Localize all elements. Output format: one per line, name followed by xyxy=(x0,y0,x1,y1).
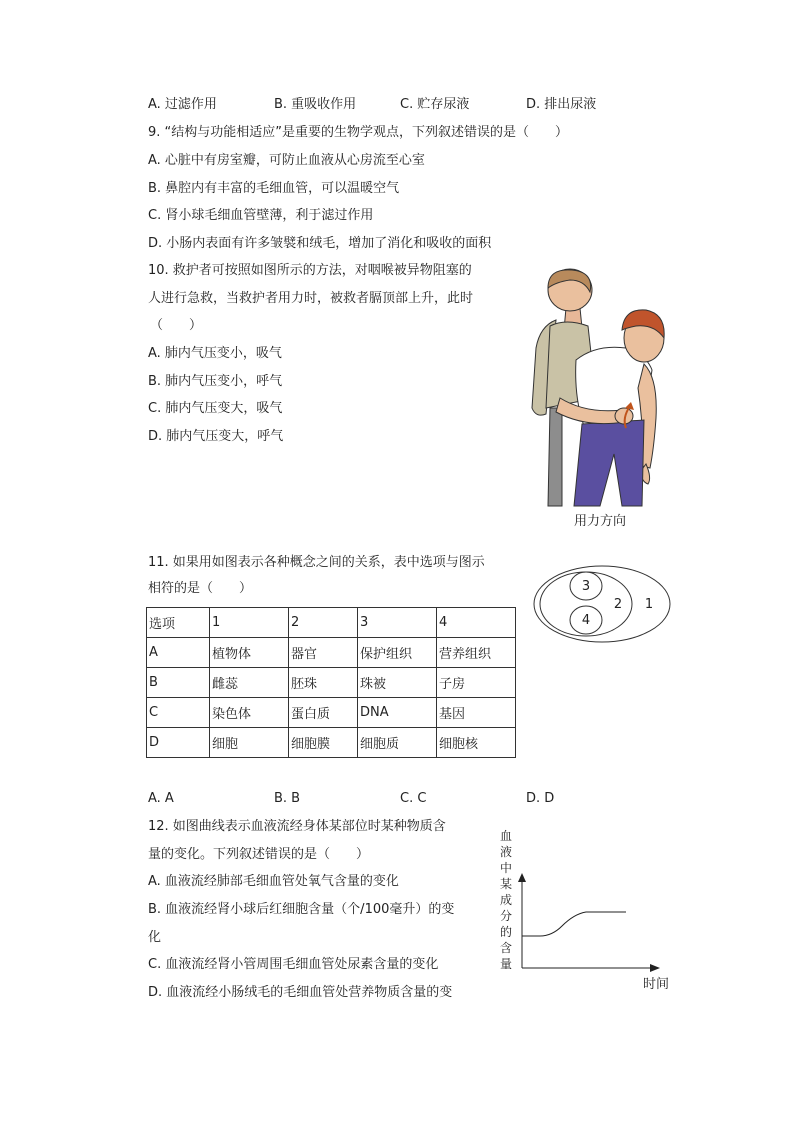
q10-option-a: A. 肺内气压变小，吸气 xyxy=(148,346,282,361)
q8-option-a: A. 过滤作用 xyxy=(148,97,217,112)
q10-option-c: C. 肺内气压变大，吸气 xyxy=(148,401,283,416)
y-axis-arrow xyxy=(518,873,526,882)
table-cell: 3 xyxy=(358,608,437,638)
table-cell: 胚珠 xyxy=(289,668,358,698)
table-row xyxy=(147,728,516,758)
q10-option-b: B. 肺内气压变小，呼气 xyxy=(148,374,283,389)
q11-option-b: B. B xyxy=(274,791,301,806)
q11-options-table xyxy=(146,607,516,758)
q11-option-d: D. D xyxy=(526,791,555,806)
table-cell: 2 xyxy=(289,608,358,638)
table-cell: 细胞核 xyxy=(437,728,516,758)
q8-option-d: D. 排出尿液 xyxy=(526,97,597,112)
x-axis-label: 时间 xyxy=(642,977,670,992)
concept-venn-diagram xyxy=(530,560,680,646)
q9-option-d: D. 小肠内表面有许多皱襞和绒毛，增加了消化和吸收的面积 xyxy=(148,236,492,251)
table-header-row xyxy=(147,608,516,638)
y-label-char: 液 xyxy=(499,845,513,859)
q12-stem-line-2: 量的变化。下列叙述错误的是（ ） xyxy=(148,847,370,862)
q10-stem-line-1: 10. 救护者可按照如图所示的方法，对咽喉被异物阻塞的 xyxy=(148,263,472,278)
table-row xyxy=(147,638,516,668)
q9-option-c: C. 肾小球毛细血管壁薄，利于滤过作用 xyxy=(148,208,374,223)
table-cell: 雌蕊 xyxy=(210,668,289,698)
q10-stem-line-3: （ ） xyxy=(150,318,203,333)
table-cell: 1 xyxy=(210,608,289,638)
q10-figure-caption: 用力方向 xyxy=(574,514,627,529)
q12-option-b: B. 血液流经肾小球后红细胞含量（个/100毫升）的变 xyxy=(148,902,455,917)
table-cell: 细胞质 xyxy=(358,728,437,758)
table-cell: B xyxy=(147,668,210,698)
table-cell: 珠被 xyxy=(358,668,437,698)
venn-label-4: 4 xyxy=(581,613,591,628)
table-row xyxy=(147,668,516,698)
q11-option-a: A. A xyxy=(148,791,174,806)
y-label-char: 的 xyxy=(499,925,513,939)
venn-label-3: 3 xyxy=(581,579,591,594)
table-cell: DNA xyxy=(358,698,437,728)
q9-stem: 9. “结构与功能相适应”是重要的生物学观点，下列叙述错误的是（ ） xyxy=(148,125,569,140)
y-label-char: 中 xyxy=(499,861,513,875)
q9-option-b: B. 鼻腔内有丰富的毛细血管，可以温暖空气 xyxy=(148,181,400,196)
q10-option-d: D. 肺内气压变大，呼气 xyxy=(148,429,284,444)
q12-option-a: A. 血液流经肺部毛细血管处氧气含量的变化 xyxy=(148,874,399,889)
table-cell: 4 xyxy=(437,608,516,638)
q10-stem-line-2: 人进行急救，当救护者用力时，被救者膈顶部上升，此时 xyxy=(148,291,474,306)
q9-option-a: A. 心脏中有房室瓣，可防止血液从心房流至心室 xyxy=(148,153,425,168)
table-cell: 保护组织 xyxy=(358,638,437,668)
q8-option-c: C. 贮存尿液 xyxy=(400,97,470,112)
table-cell: 营养组织 xyxy=(437,638,516,668)
y-label-char: 血 xyxy=(499,829,513,843)
table-row xyxy=(147,698,516,728)
content-curve xyxy=(522,912,626,936)
heimlich-illustration xyxy=(526,268,670,508)
table-cell: 选项 xyxy=(147,608,210,638)
q12-option-d: D. 血液流经小肠绒毛的毛细血管处营养物质含量的变 xyxy=(148,985,453,1000)
y-label-char: 分 xyxy=(499,909,513,923)
table-cell: D xyxy=(147,728,210,758)
y-label-char: 量 xyxy=(499,957,513,971)
q12-option-b-cont: 化 xyxy=(148,930,162,945)
q11-option-c: C. C xyxy=(400,791,427,806)
table-cell: 子房 xyxy=(437,668,516,698)
table-cell: 基因 xyxy=(437,698,516,728)
y-label-char: 成 xyxy=(499,893,513,907)
table-cell: 植物体 xyxy=(210,638,289,668)
q11-stem-line-2: 相符的是（ ） xyxy=(148,581,253,596)
y-label-char: 某 xyxy=(499,877,513,891)
table-cell: 细胞膜 xyxy=(289,728,358,758)
table-cell: 细胞 xyxy=(210,728,289,758)
x-axis-arrow xyxy=(650,964,660,972)
q12-stem-line-1: 12. 如图曲线表示血液流经身体某部位时某种物质含 xyxy=(148,819,446,834)
table-cell: C xyxy=(147,698,210,728)
q12-option-c: C. 血液流经肾小管周围毛细血管处尿素含量的变化 xyxy=(148,957,439,972)
y-axis-label xyxy=(500,829,512,971)
table-cell: 器官 xyxy=(289,638,358,668)
table-cell: A xyxy=(147,638,210,668)
y-label-char: 含 xyxy=(499,941,513,955)
q8-option-b: B. 重吸收作用 xyxy=(274,97,357,112)
table-cell: 蛋白质 xyxy=(289,698,358,728)
q12-curve-graph xyxy=(494,826,678,996)
venn-label-1: 1 xyxy=(644,597,654,612)
q11-stem-line-1: 11. 如果用如图表示各种概念之间的关系，表中选项与图示 xyxy=(148,555,485,570)
venn-label-2: 2 xyxy=(613,597,623,612)
table-cell: 染色体 xyxy=(210,698,289,728)
